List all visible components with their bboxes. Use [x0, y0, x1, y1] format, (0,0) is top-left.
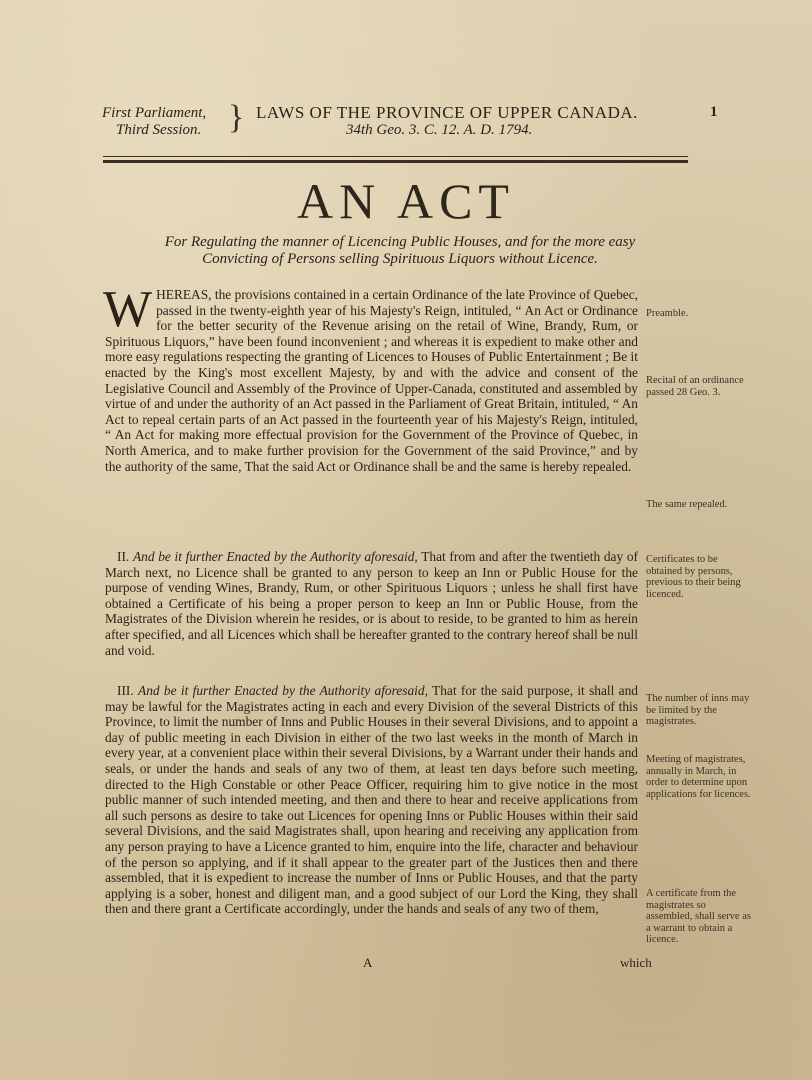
- act-subtitle: [100, 234, 700, 268]
- preamble-text: HEREAS, the provisions contained in a certain Ordinance of the late Province of Quebec, passed in the twenty-eighth year of his Majesty's Reign, intituled, “ An Act or Ordinance for the better security of the Revenue arising on the retail of Wine, Brandy, Rum, or Spirituous Liquors,” have been found inconvenient ; and whereas it is expedient to make other and more easy regulations respecting the granting of Licences to Houses of Public Entertainment ; Be it enacted by the King's most excellent Majesty, by and with the advice and consent of the Legislative Council and Assembly of the Province of Upper-Canada, constituted and assembled by virtue of and under the authority of an Act passed in the Parliament of Great Britain, intituled, “ An Act to repeal certain parts of an Act passed in the fourteenth year of his Majesty's Reign, intituled, “ An Act for making more effectual provision for the Government of the Province of Quebec, in North America, and to make further provision for the Government of the said Province,” and by the authority of the same, That the said Act or Ordinance shall be and the same is hereby repealed.: [105, 287, 638, 474]
- preamble-paragraph: [103, 281, 638, 474]
- section-3-enacting-clause: And be it further Enacted by the Authority aforesaid,: [138, 683, 428, 698]
- header-rule-thin: [103, 156, 688, 157]
- section-2-text: That from and after the twentieth day of March next, no Licence shall be granted to any person to keep an Inn or Public House for the purpose of vending Wines, Brandy, Rum, or other Spirituous Liquors ; unless he shall first have obtained a Certificate of his being a proper person to keep an Inn or Public House, from the Magistrates of the Division wherein he resides, or is about to reside, to be granted to him as herein after specified, and all Licences which shall be hereafter granted to the contrary hereof shall be null and void.: [105, 549, 638, 658]
- session-number-label: Third Session.: [116, 122, 202, 138]
- margin-note-repealed: The same repealed.: [646, 499, 728, 510]
- act-subtitle-line-2: Convicting of Persons selling Spirituous Liquors without Licence.: [202, 251, 598, 267]
- section-2-enacting-clause: And be it further Enacted by the Authority aforesaid,: [132, 549, 418, 564]
- margin-note-recital: Recital of an ordinance passed 28 Geo. 3.: [646, 375, 744, 398]
- section-3-text: That for the said purpose, it shall and may be lawful for the Magistrates acting in each and every Division of the several Districts of this Province, to limit the number of Inns and Public Houses in their several Divisions, and to appoint a day of public meeting in each Division in either of the two last weeks in the month of March in every year, at a convenient place within their several Divisions, by a Warrant under their hands and seals, or under the hands and seals of any two of them, at least ten days before such meeting, directed to the High Constable or other Peace Officer, requiring him to give notice in the most public manner of such intended meeting, and then and there to hear and receive applications from all such persons as desire to take out Licences for opening Inns or Public Houses within their said several Divisions, and the said Magistrates shall, upon hearing and receiving any application from any person praying to have a Licence granted to him, enquire into the life, character and behaviour of the person so applying, and if it shall appear to the greater part of the Justices then and there assembled, that it is expedient to increase the number of Inns or Public Houses, and that the party applying is a sober, honest and diligent man, and a good subject of our Lord the King, they shall then and there grant a Certificate accordingly, under the hands and seals of any two of them,: [105, 683, 639, 917]
- margin-note-number-of-inns: The number of inns may be limited by the magistrates.: [646, 693, 750, 728]
- page-number: 1: [710, 104, 718, 120]
- section-3-number: III.: [117, 683, 134, 698]
- signature-mark: A: [363, 955, 373, 970]
- act-title: AN ACT: [297, 173, 515, 229]
- running-head-citation: 34th Geo. 3. C. 12. A. D. 1794.: [346, 122, 533, 138]
- section-2-number: II.: [117, 549, 130, 564]
- header-rule-thick: [103, 160, 688, 163]
- drop-cap: W: [103, 281, 153, 338]
- running-head-title: LAWS OF THE PROVINCE OF UPPER CANADA.: [256, 103, 638, 122]
- margin-note-preamble: Preamble.: [646, 308, 689, 319]
- header-brace: }: [228, 99, 245, 136]
- catchword: which: [620, 955, 652, 970]
- margin-note-meeting: Meeting of magistrates, annually in March, in order to determine upon applications for licences.: [646, 754, 751, 800]
- margin-note-certificates: Certificates to be obtained by persons, previous to their being licenced.: [646, 554, 741, 600]
- act-subtitle-line-1: For Regulating the manner of Licencing Public Houses, and for the more easy: [164, 234, 636, 250]
- parliament-label: First Parliament,: [102, 105, 207, 121]
- section-2-paragraph: [105, 549, 638, 658]
- margin-note-certificate-warrant: A certificate from the magistrates so assembled, shall serve as a warrant to obtain a licence.: [646, 888, 751, 946]
- section-3-paragraph: [105, 683, 638, 917]
